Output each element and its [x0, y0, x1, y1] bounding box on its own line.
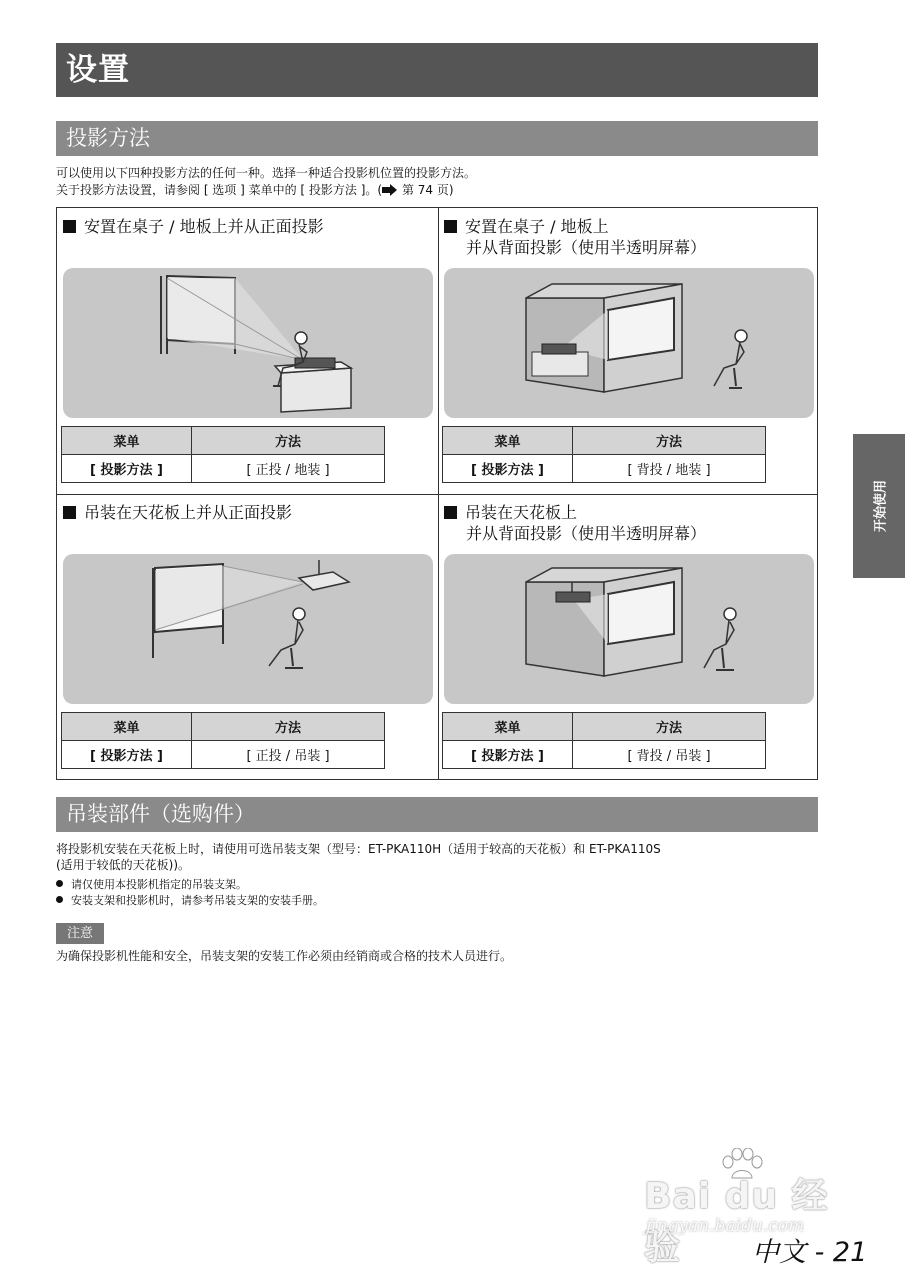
square-bullet-icon — [63, 506, 76, 519]
method-title: 安置在桌子 / 地板上 并从背面投影（使用半透明屏幕） — [444, 216, 706, 258]
square-bullet-icon — [444, 220, 457, 233]
watermark-logo: Bai du 经验 — [644, 1176, 829, 1268]
table-header-method: 方法 — [573, 713, 766, 741]
arrow-right-icon — [382, 184, 398, 200]
table-cell-menu: [ 投影方法 ] — [443, 741, 573, 769]
watermark-url: jingyan.baidu.com — [646, 1216, 805, 1236]
intro-line-2-text: 关于投影方法设置，请参阅 [ 选项 ] 菜单中的 [ 投影方法 ]。( — [56, 183, 383, 197]
method-ceiling-rear — [438, 494, 819, 780]
method-title: 吊装在天花板上并从正面投影 — [63, 502, 292, 523]
square-bullet-icon — [63, 220, 76, 233]
intro-line-2 — [56, 182, 454, 200]
table-header-menu: 菜单 — [62, 713, 192, 741]
settings-table — [442, 426, 766, 483]
table-cell-method: [ 正投 / 地装 ] — [192, 455, 385, 483]
mount-para-line-1: 将投影机安装在天花板上时，请使用可选吊装支架（型号：ET-PKA110H（适用于较高的天花板）和 ET-PKA110S — [56, 842, 661, 856]
table-header-method: 方法 — [192, 713, 385, 741]
bullet-icon — [56, 880, 63, 887]
table-cell-method: [ 背投 / 地装 ] — [573, 455, 766, 483]
illustration-floor-rear — [444, 268, 814, 418]
page-number: 中文 - 21 — [752, 1237, 868, 1268]
list-item: 请仅使用本投影机指定的吊装支架。 — [56, 877, 247, 892]
table-header-menu: 菜单 — [443, 713, 573, 741]
section-title-projection-method: 投影方法 — [56, 121, 818, 156]
method-floor-rear — [438, 208, 819, 494]
table-header-method: 方法 — [192, 427, 385, 455]
table-cell-method: [ 正投 / 吊装 ] — [192, 741, 385, 769]
page-reference-link[interactable]: 第 74 页 — [398, 183, 449, 197]
table-cell-menu: [ 投影方法 ] — [443, 455, 573, 483]
square-bullet-icon — [444, 506, 457, 519]
method-floor-front — [57, 208, 438, 494]
illustration-ceiling-front — [63, 554, 433, 704]
illustration-floor-front — [63, 268, 433, 418]
page-title: 设置 — [56, 43, 818, 97]
settings-table — [442, 712, 766, 769]
method-ceiling-front — [57, 494, 438, 780]
mount-para-line-2: (适用于较低的天花板))。 — [56, 858, 191, 872]
settings-table — [61, 426, 385, 483]
projection-methods-grid — [56, 207, 818, 780]
table-cell-menu: [ 投影方法 ] — [62, 741, 192, 769]
section-title-ceiling-mount: 吊装部件（选购件） — [56, 797, 818, 832]
side-tab-getting-started[interactable]: 开始使用 — [853, 434, 905, 578]
caution-text: 为确保投影机性能和安全，吊装支架的安装工作必须由经销商或合格的技术人员进行。 — [56, 949, 513, 963]
table-header-method: 方法 — [573, 427, 766, 455]
bullet-icon — [56, 896, 63, 903]
table-header-menu: 菜单 — [62, 427, 192, 455]
intro-line-2-close: ) — [448, 183, 454, 197]
list-item: 安装支架和投影机时，请参考吊装支架的安装手册。 — [56, 893, 324, 908]
method-title: 安置在桌子 / 地板上并从正面投影 — [63, 216, 324, 237]
table-header-menu: 菜单 — [443, 427, 573, 455]
intro-line-1: 可以使用以下四种投影方法的任何一种。选择一种适合投影机位置的投影方法。 — [56, 166, 477, 180]
table-cell-menu: [ 投影方法 ] — [62, 455, 192, 483]
method-title: 吊装在天花板上 并从背面投影（使用半透明屏幕） — [444, 502, 706, 544]
illustration-ceiling-rear — [444, 554, 814, 704]
caution-label: 注意 — [56, 923, 104, 944]
settings-table — [61, 712, 385, 769]
table-cell-method: [ 背投 / 吊装 ] — [573, 741, 766, 769]
